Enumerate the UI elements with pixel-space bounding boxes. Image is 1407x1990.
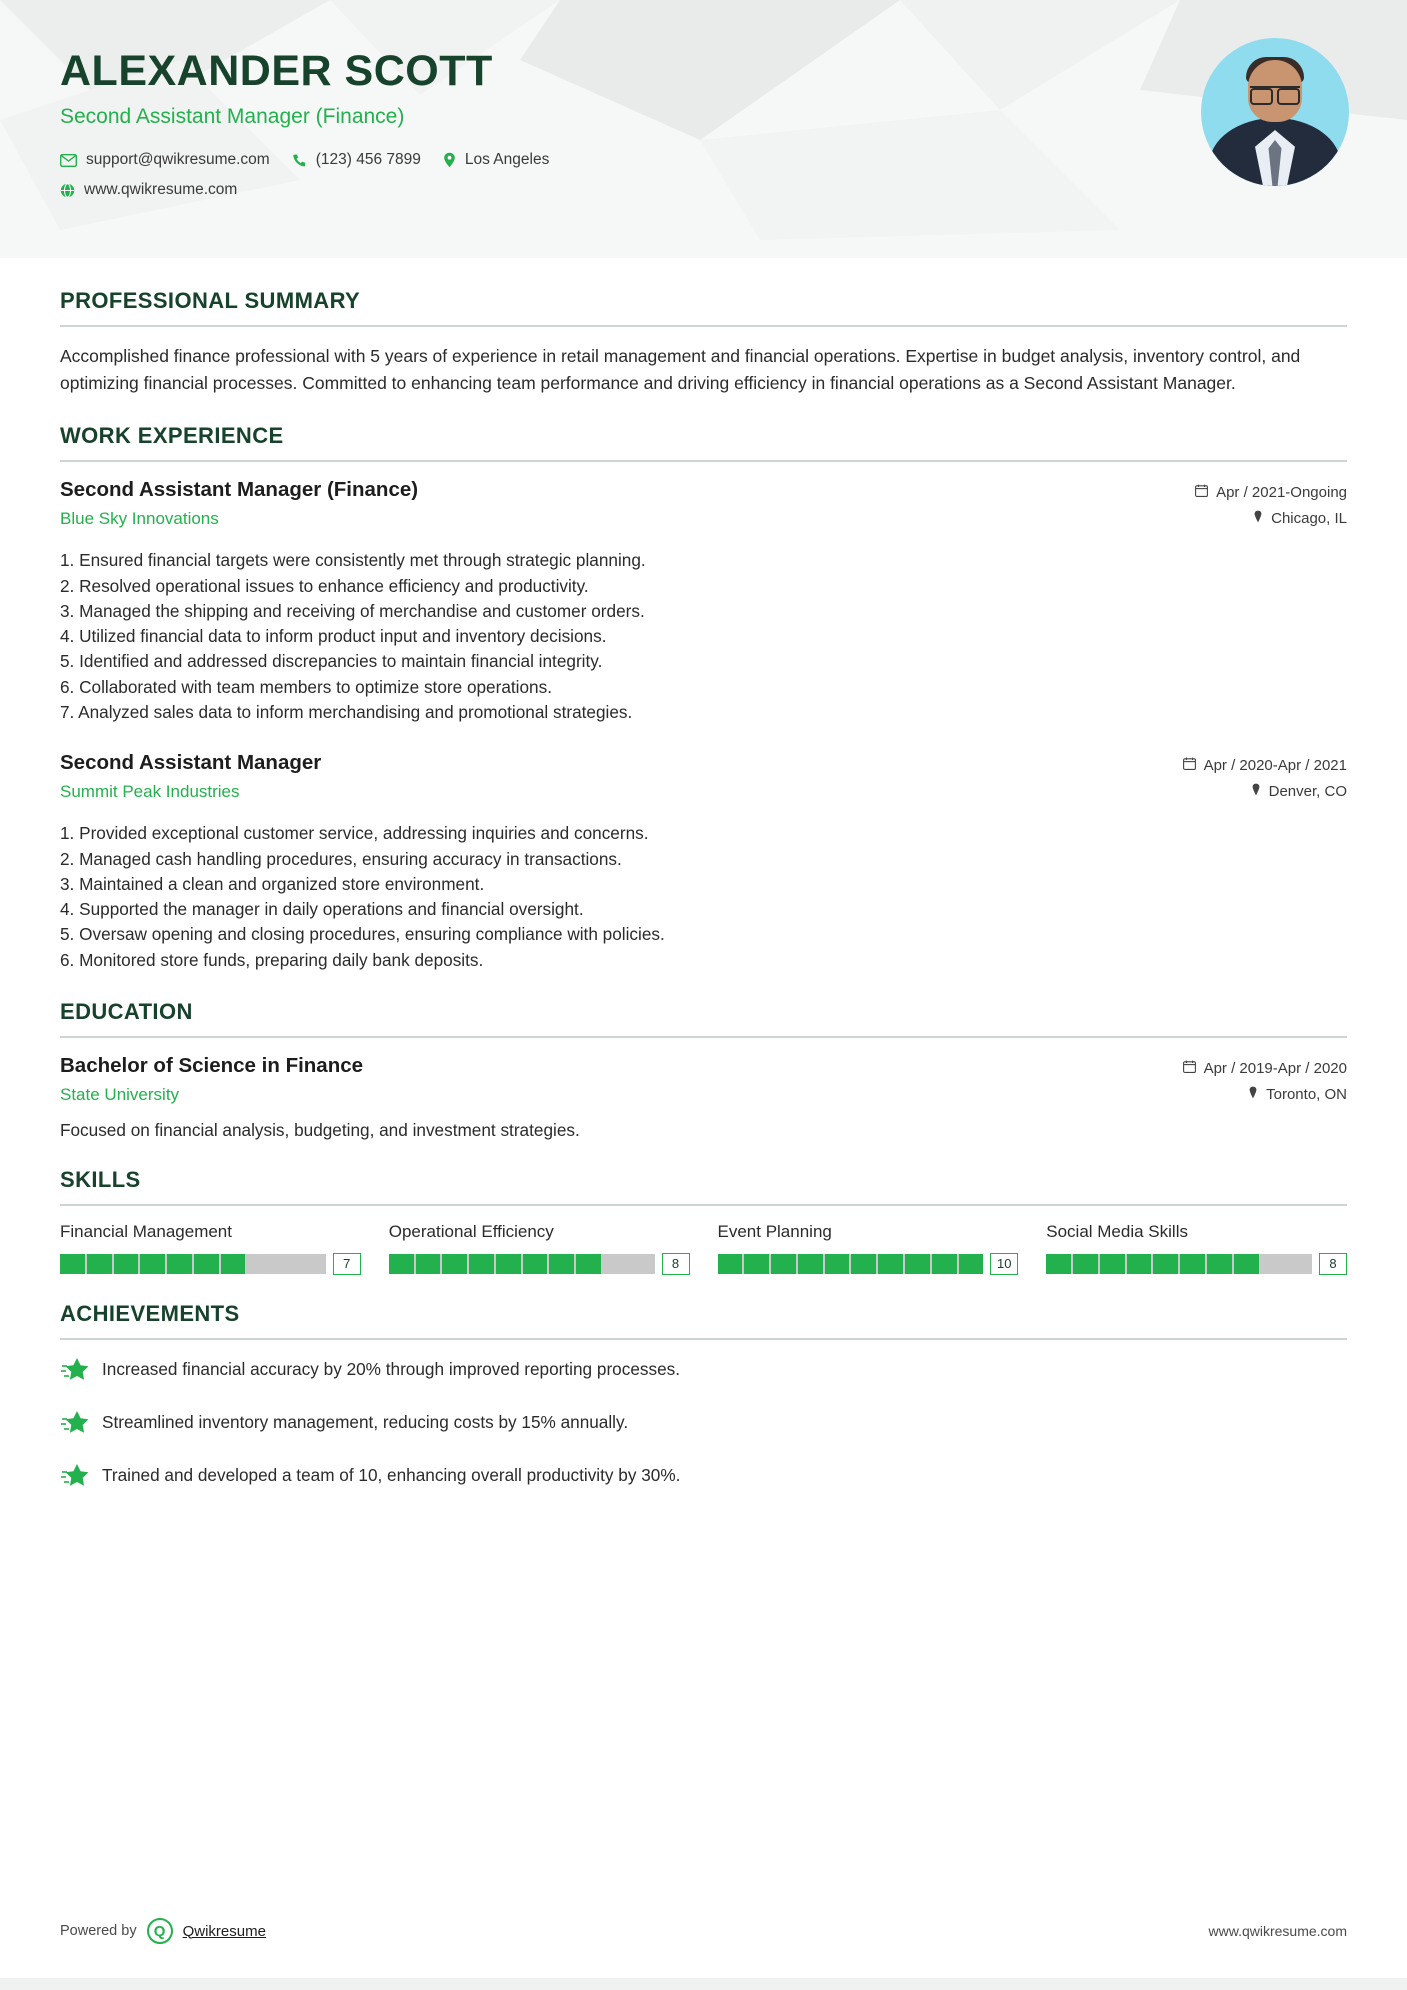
calendar-icon [1183, 757, 1196, 774]
bullet: 6. Monitored store funds, preparing daily bank deposits. [60, 949, 484, 970]
section-divider [60, 460, 1347, 462]
skill-segment [442, 1254, 467, 1274]
section-professional-summary [60, 288, 1347, 397]
contact-row-primary [60, 151, 1347, 169]
bullet: 4. Utilized financial data to inform product input and inventory decisions. [60, 626, 607, 647]
education-location [1117, 1086, 1347, 1103]
skill-segment [469, 1254, 494, 1274]
skill-bar [1046, 1254, 1312, 1274]
bullet: 5. Identified and addressed discrepancies to maintain financial integrity. [60, 651, 603, 672]
education-item [60, 1054, 1347, 1141]
skill-segment [1287, 1254, 1312, 1274]
contact-location-value: Los Angeles [464, 151, 550, 169]
section-title-education: EDUCATION [60, 998, 193, 1024]
skill-bar [389, 1254, 655, 1274]
skill-bar [718, 1254, 984, 1274]
bullet: 7. Analyzed sales data to inform merchandising and promotional strategies. [60, 701, 633, 722]
skill-bar [60, 1254, 326, 1274]
skills-grid [60, 1222, 1347, 1275]
skill-segment [718, 1254, 743, 1274]
skill-segment [523, 1254, 548, 1274]
contact-location [443, 151, 549, 169]
skill-segment [549, 1254, 574, 1274]
section-divider [60, 1036, 1347, 1038]
skill-segment [416, 1254, 441, 1274]
section-education [60, 999, 1347, 1141]
achievement-item [60, 1462, 1347, 1493]
experience-company: Blue Sky Innovations [60, 509, 219, 529]
pin-icon [1251, 783, 1261, 800]
achievement-text: Streamlined inventory management, reducing costs by 15% annually. [102, 1411, 629, 1432]
achievement-item [60, 1409, 1347, 1440]
skill-score: 8 [1319, 1253, 1347, 1275]
star-icon [60, 1409, 88, 1440]
achievement-item [60, 1356, 1347, 1387]
experience-location [1117, 510, 1347, 527]
star-icon [60, 1462, 88, 1493]
bullet: 4. Supported the manager in daily operations and financial oversight. [60, 899, 584, 920]
bullet: 1. Provided exceptional customer service, addressing inquiries and concerns. [60, 823, 649, 844]
qwikresume-brand-link[interactable]: Qwikresume [182, 1922, 266, 1940]
skill-segment [496, 1254, 521, 1274]
skill-segment [1100, 1254, 1125, 1274]
page-footer [0, 1918, 1407, 1944]
skill-item [60, 1222, 361, 1275]
contact-email-value: support@qwikresume.com [86, 151, 270, 169]
education-dates [1117, 1060, 1347, 1077]
experience-dates [1117, 484, 1347, 501]
education-location-value: Toronto, ON [1266, 1085, 1347, 1103]
summary-text: Accomplished finance professional with 5 years of experience in retail management and financial operations. Expertise in budget analysis, inventory control, and optimizing financial processes. Committed to enhancing team performance and driving efficiency in financial operations as a Second Assistant Manager. [60, 346, 1301, 394]
bullet: 6. Collaborated with team members to optimize store operations. [60, 676, 552, 697]
experience-dates [1117, 757, 1347, 774]
bullet: 3. Managed the shipping and receiving of merchandise and customer orders. [60, 600, 645, 621]
skill-segment [771, 1254, 796, 1274]
skill-segment [221, 1254, 246, 1274]
section-title-achievements: ACHIEVEMENTS [60, 1300, 240, 1326]
calendar-icon [1195, 484, 1208, 501]
section-skills [60, 1167, 1347, 1275]
bullet: 3. Maintained a clean and organized store environment. [60, 873, 485, 894]
section-divider [60, 1338, 1347, 1340]
location-icon [443, 152, 456, 168]
experience-location-value: Chicago, IL [1271, 510, 1347, 528]
skill-segment [87, 1254, 112, 1274]
section-title-skills: SKILLS [60, 1166, 141, 1192]
experience-item [60, 751, 1347, 973]
section-divider [60, 325, 1347, 327]
education-degree: Bachelor of Science in Finance [60, 1053, 364, 1077]
skill-segment [851, 1254, 876, 1274]
bullet: 2. Resolved operational issues to enhance efficiency and productivity. [60, 575, 589, 596]
skill-item [718, 1222, 1019, 1275]
phone-icon [292, 153, 307, 168]
skill-label: Social Media Skills [1046, 1221, 1188, 1241]
pin-icon [1248, 1086, 1258, 1103]
calendar-icon [1183, 1060, 1196, 1077]
contact-row-secondary [60, 181, 1347, 199]
skill-segment [603, 1254, 628, 1274]
page-title: ALEXANDER SCOTT [60, 47, 493, 95]
job-role-subtitle: Second Assistant Manager (Finance) [60, 105, 405, 129]
section-divider [60, 1204, 1347, 1206]
experience-bullets [60, 548, 1347, 725]
skill-segment [1073, 1254, 1098, 1274]
skill-segment [1234, 1254, 1259, 1274]
section-title-summary: PROFESSIONAL SUMMARY [60, 288, 361, 313]
skill-segment [301, 1254, 326, 1274]
experience-dates-value: Apr / 2021-Ongoing [1216, 484, 1347, 502]
contact-website-value: www.qwikresume.com [84, 181, 238, 199]
contact-website[interactable] [60, 181, 237, 199]
experience-title: Second Assistant Manager (Finance) [60, 478, 419, 502]
skill-segment [905, 1254, 930, 1274]
skill-segment [744, 1254, 769, 1274]
email-icon [60, 154, 77, 167]
skill-segment [630, 1254, 655, 1274]
powered-by-label: Powered by [60, 1923, 137, 1939]
skill-segment [1046, 1254, 1071, 1274]
experience-location-value: Denver, CO [1268, 783, 1347, 801]
experience-title: Second Assistant Manager [60, 751, 322, 775]
skill-score: 10 [990, 1253, 1018, 1275]
skill-item [389, 1222, 690, 1275]
skill-segment [114, 1254, 139, 1274]
skill-score: 7 [333, 1253, 361, 1275]
footer-bar [0, 1978, 1407, 1990]
skill-segment [274, 1254, 299, 1274]
skill-label: Financial Management [60, 1221, 232, 1241]
pin-icon [1253, 510, 1263, 527]
skill-segment [167, 1254, 192, 1274]
experience-company: Summit Peak Industries [60, 782, 240, 802]
contact-phone[interactable] [292, 151, 421, 169]
section-title-experience: WORK EXPERIENCE [60, 423, 284, 449]
experience-item [60, 478, 1347, 725]
skill-segment [247, 1254, 272, 1274]
qwikresume-logo-icon: Q [147, 1918, 173, 1944]
footer-website[interactable]: www.qwikresume.com [1208, 1923, 1347, 1939]
experience-bullets [60, 821, 1347, 973]
skill-label: Operational Efficiency [388, 1221, 554, 1241]
skill-segment [389, 1254, 414, 1274]
skill-segment [576, 1254, 601, 1274]
skill-segment [825, 1254, 850, 1274]
skill-score: 8 [662, 1253, 690, 1275]
skill-segment [194, 1254, 219, 1274]
experience-location [1117, 783, 1347, 800]
achievement-text: Trained and developed a team of 10, enhancing overall productivity by 30%. [102, 1464, 681, 1485]
contact-email[interactable] [60, 151, 270, 169]
achievement-text: Increased financial accuracy by 20% through improved reporting processes. [102, 1358, 680, 1379]
avatar [1201, 38, 1349, 186]
skill-item [1046, 1222, 1347, 1275]
skill-label: Event Planning [717, 1221, 832, 1241]
education-dates-value: Apr / 2019-Apr / 2020 [1203, 1059, 1347, 1077]
skill-segment [798, 1254, 823, 1274]
education-description: Focused on financial analysis, budgeting, and investment strategies. [60, 1119, 580, 1140]
skill-segment [1127, 1254, 1152, 1274]
skill-segment [959, 1254, 984, 1274]
globe-icon [60, 183, 75, 198]
skill-segment [1207, 1254, 1232, 1274]
bullet: 1. Ensured financial targets were consistently met through strategic planning. [60, 550, 646, 571]
bullet: 5. Oversaw opening and closing procedures, ensuring compliance with policies. [60, 924, 665, 945]
skill-segment [1261, 1254, 1286, 1274]
bullet: 2. Managed cash handling procedures, ensuring accuracy in transactions. [60, 848, 622, 869]
education-school: State University [60, 1084, 180, 1104]
skill-segment [932, 1254, 957, 1274]
contact-phone-value: (123) 456 7899 [315, 151, 421, 169]
resume-header [0, 0, 1407, 262]
skill-segment [140, 1254, 165, 1274]
skill-segment [60, 1254, 85, 1274]
skill-segment [878, 1254, 903, 1274]
powered-by [60, 1918, 266, 1944]
section-work-experience [60, 423, 1347, 973]
section-achievements [60, 1301, 1347, 1493]
experience-dates-value: Apr / 2020-Apr / 2021 [1203, 757, 1347, 775]
skill-segment [1180, 1254, 1205, 1274]
star-icon [60, 1356, 88, 1387]
skill-segment [1153, 1254, 1178, 1274]
